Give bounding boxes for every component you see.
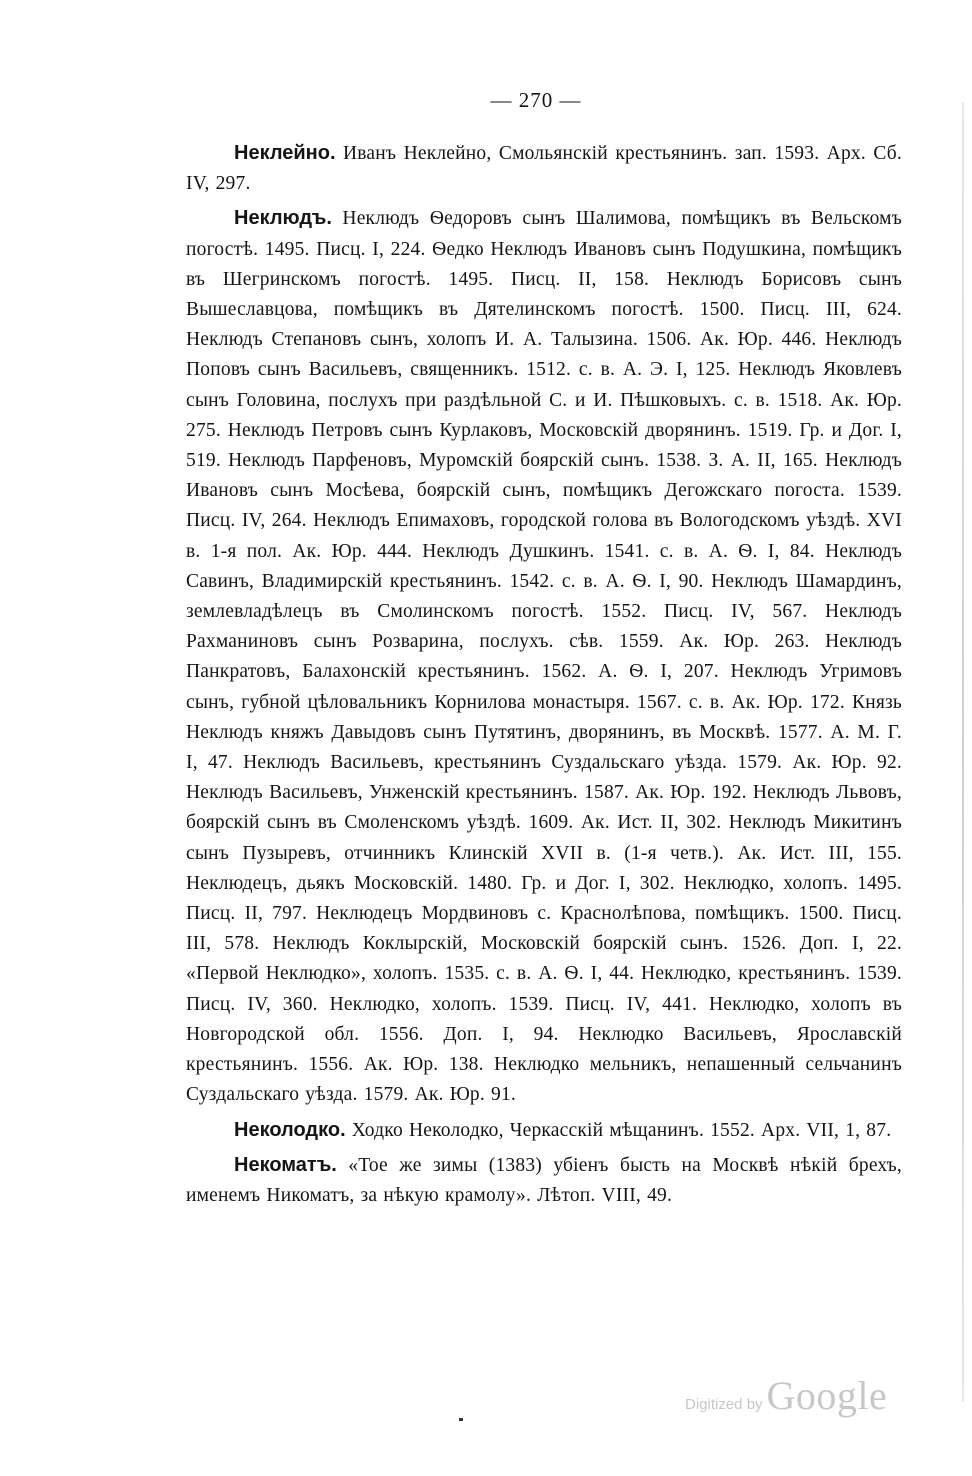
entry-headword: Неклюдъ. bbox=[234, 207, 332, 230]
watermark-prefix: Digitized by bbox=[685, 1396, 763, 1413]
entry-headword: Неколодко. bbox=[234, 1118, 346, 1141]
page-number: — 270 — bbox=[490, 88, 582, 112]
entry-text: «Тое же зимы (1383) убіенъ бысть на Москвѣ нѣкій брехъ, именемъ Никоматъ, за нѣкую крамолу». Лѣтоп. VIII, 49. bbox=[186, 1154, 902, 1206]
entry-text: Иванъ Неклейно, Смольянскій крестьянинъ. зап. 1593. Арх. Сб. IV, 297. bbox=[186, 143, 902, 195]
scan-edge-shadow bbox=[962, 102, 964, 1402]
entry-nekomat bbox=[186, 1150, 902, 1211]
digitized-watermark bbox=[685, 1372, 887, 1419]
dictionary-entries bbox=[186, 138, 902, 1215]
entry-headword: Некоматъ. bbox=[234, 1153, 337, 1176]
entry-text: Неклюдъ Ѳедоровъ сынъ Шалимова, помѣщикъ въ Вельскомъ погостѣ. 1495. Писц. I, 224. Ѳедко Неклюдъ Ивановъ сынъ Подушкина, помѣщикъ въ Шегринскомъ погостѣ. 1495. Писц. II, 158. Неклюдъ Борисовъ сынъ Вышеславцова, помѣщикъ въ Дятелинскомъ погостѣ. 1500. Писц. III, 624. Неклюдъ Степановъ сынъ, холопъ И. А. Талызина. 1506. Ак. Юр. 446. Неклюдъ Поповъ сынъ Васильевъ, священникъ. 1512. с. в. А. Э. I, 125. Неклюдъ Яковлевъ сынъ Головина, послухъ при раздѣльной С. и И. Пѣшковыхъ. с. в. 1518. Ак. Юр. 275. Неклюдъ Петровъ сынъ Курлаковъ, Московскій дворянинъ. 1519. Гр. и Дог. I, 519. Неклюдъ Парфеновъ, Муромскій боярскій сынъ. 1538. З. А. II, 165. Неклюдъ Ивановъ сынъ Мосѣева, боярскій сынъ, помѣщикъ Дегожскаго погоста. 1539. Писц. IV, 264. Неклюдъ Епимаховъ, городской голова въ Вологодскомъ уѣздѣ. XVI в. 1-я пол. Ак. Юр. 444. Неклюдъ Душкинъ. 1541. с. в. А. Ѳ. I, 84. Неклюдъ Савинъ, Владимирскій крестьянинъ. 1542. с. в. А. Ѳ. I, 90. Неклюдъ Шамардинъ, землевладѣлецъ въ Смолинскомъ погостѣ. 1552. Писц. IV, 567. Неклюдъ Рахманиновъ сынъ Розварина, послухъ. сѣв. 1559. Ак. Юр. 263. Неклюдъ Панкратовъ, Балахонскій крестьянинъ. 1562. А. Ѳ. I, 207. Неклюдъ Угримовъ сынъ, губной цѣловальникъ Корнилова монастыря. 1567. с. в. Ак. Юр. 172. Князь Неклюдъ княжъ Давыдовъ сынъ Путятинъ, дворянинъ, въ Москвѣ. 1577. А. М. Г. I, 47. Неклюдъ Васильевъ, крестьянинъ Суздальскаго уѣзда. 1579. Ак. Юр. 92. Неклюдъ Васильевъ, Унженскій крестьянинъ. 1587. Ак. Юр. 192. Неклюдъ Львовъ, боярскій сынъ въ Смоленскомъ уѣздѣ. 1609. Ак. Ист. II, 302. Неклюдъ Микитинъ сынъ Пузыревъ, отчинникъ Клинскій XVII в. (1-я четв.). Ак. Ист. III, 155. Неклюдецъ, дьякъ Московскій. 1480. Гр. и Дог. I, 302. Неклюдко, холопъ. 1495. Писц. II, 797. Неклюдецъ Мордвиновъ с. Краснолѣпова, помѣщикъ. 1500. Писц. III, 578. Неклюдъ Коклырскій, Московскій боярскій сынъ. 1526. Доп. I, 22. «Первой Неклюдко», холопъ. 1535. с. в. А. Ѳ. I, 44. Неклюдко, крестьянинъ. 1539. Писц. IV, 360. Неклюдко, холопъ. 1539. Писц. IV, 441. Неклюдко, холопъ въ Новгородской обл. 1556. Доп. I, 94. Неклюдко Васильевъ, Ярославскій крестьянинъ. 1556. Ак. Юр. 138. Неклюдко мельникъ, непашенный сельчанинъ Суздальскаго уѣзда. 1579. Ак. Юр. 91. bbox=[186, 208, 902, 1106]
entry-nekleino bbox=[186, 138, 902, 199]
print-speck bbox=[459, 1418, 463, 1421]
entry-text: Ходко Неколодко, Черкасскій мѣщанинъ. 1552. Арх. VII, 1, 87. bbox=[345, 1119, 892, 1141]
entry-nekliud bbox=[186, 203, 902, 1110]
google-logo: Google bbox=[766, 1373, 888, 1418]
entry-headword: Неклейно. bbox=[234, 142, 336, 164]
entry-nekolodko bbox=[186, 1115, 902, 1146]
